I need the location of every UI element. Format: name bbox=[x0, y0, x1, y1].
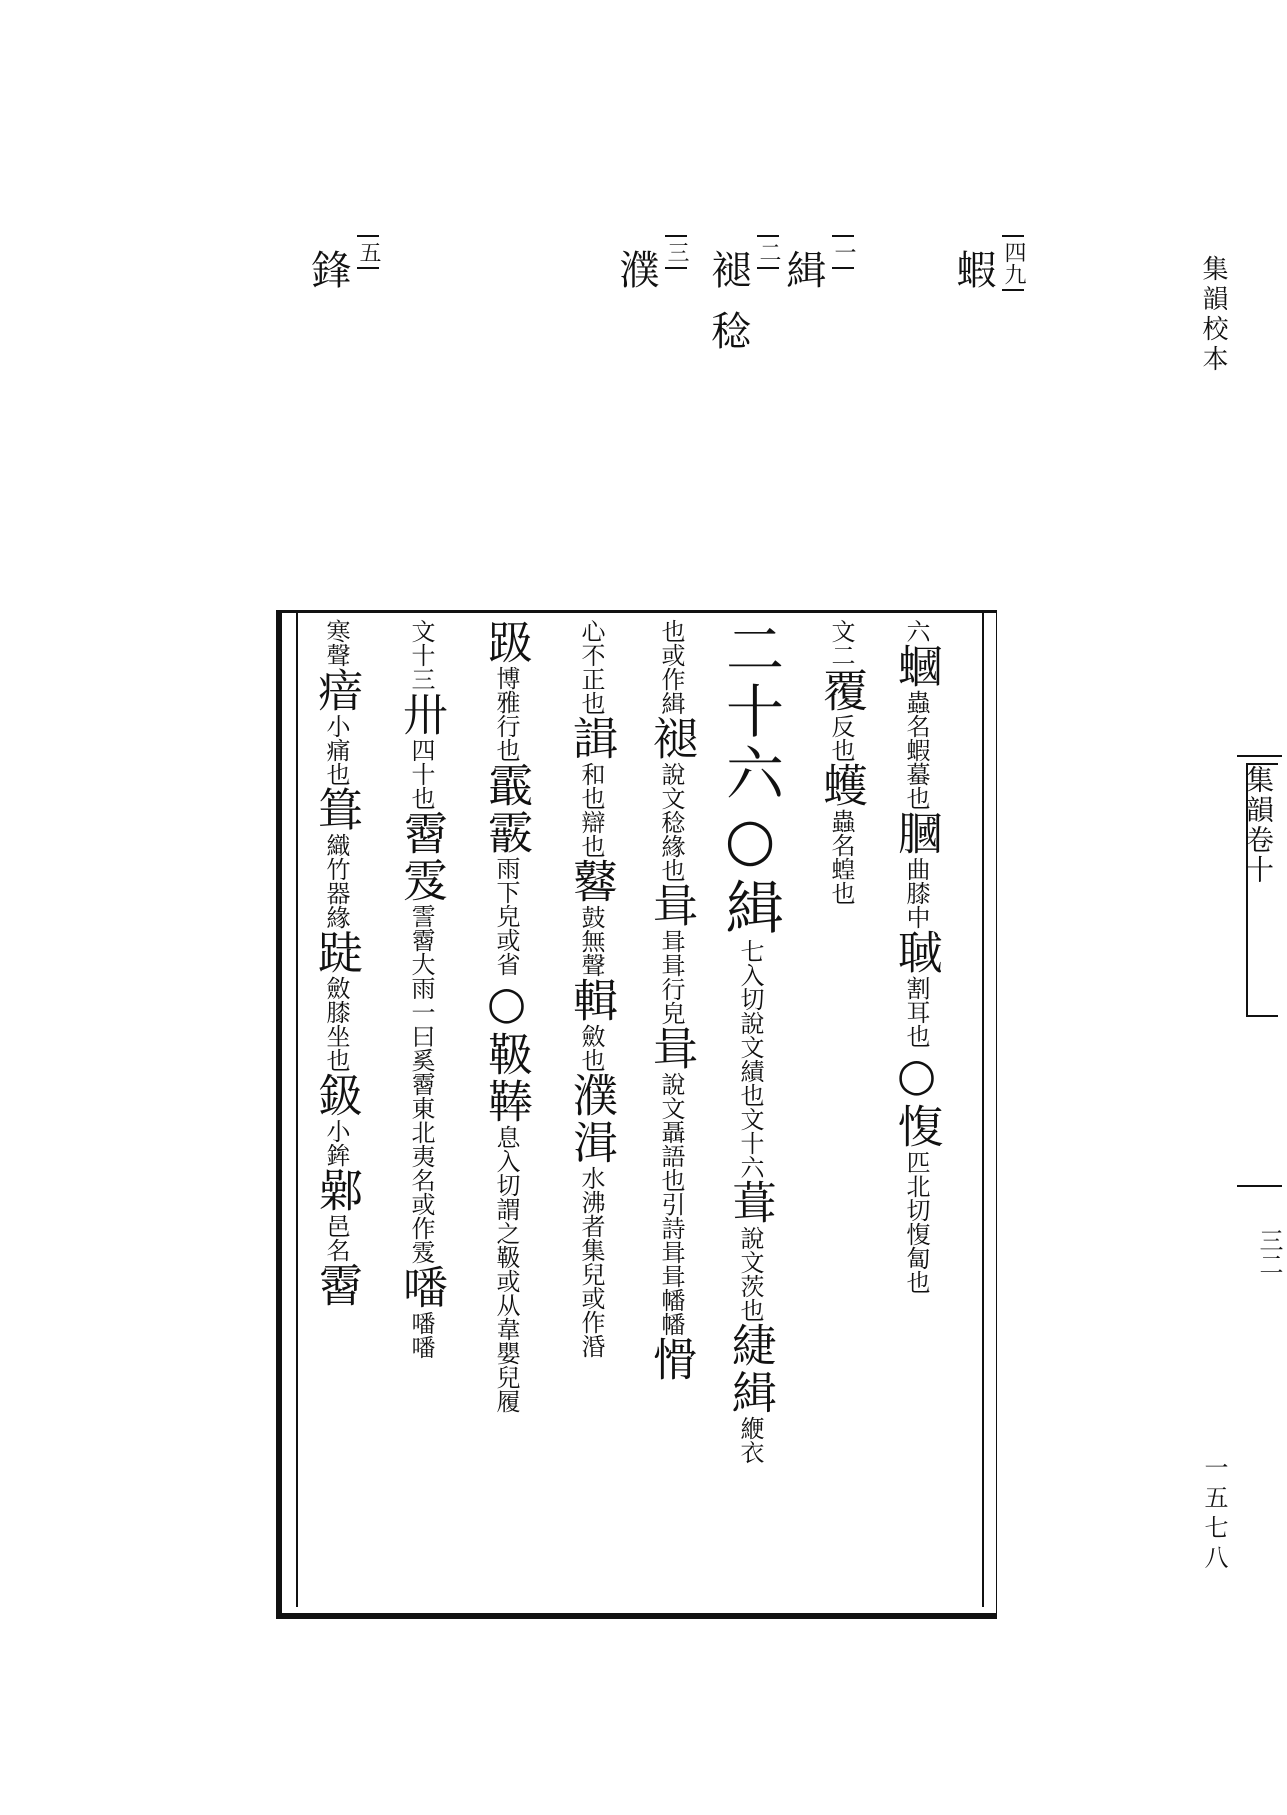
head-character: 霫 bbox=[395, 810, 448, 857]
head-character: 濮 bbox=[565, 1072, 618, 1119]
text-column-8 bbox=[310, 619, 363, 1604]
head-character: 愎 bbox=[890, 1103, 943, 1150]
gloss-text: 博雅行也 bbox=[492, 666, 520, 762]
gloss-text: 蟲名蝗也 bbox=[827, 809, 855, 905]
head-character: 輯 bbox=[565, 977, 618, 1024]
gloss-text: 邑名 bbox=[322, 1214, 350, 1262]
gloss-text: 六 bbox=[902, 619, 930, 643]
head-character: 霵 bbox=[480, 762, 533, 809]
gloss-text: 心不正也 bbox=[577, 619, 605, 715]
gloss-text: 織竹器緣 bbox=[322, 833, 350, 929]
head-character: 緁 bbox=[724, 1322, 777, 1369]
block-margin-title: 集韻卷十 bbox=[1246, 763, 1278, 1017]
gloss-text: 斂膝坐也 bbox=[322, 976, 350, 1072]
gloss-text: 蟲名蝦蟇也 bbox=[902, 690, 930, 810]
gloss-text: 曲膝中 bbox=[902, 857, 930, 929]
block-margin-fishtail-top bbox=[1237, 755, 1282, 757]
gloss-text: 說文稔緣也 bbox=[657, 762, 685, 882]
head-character: 諿 bbox=[565, 715, 618, 762]
note-text: 蝦 bbox=[950, 249, 996, 293]
note-49 bbox=[945, 235, 1024, 293]
head-character: 霰 bbox=[480, 809, 533, 856]
gloss-text: 小鉾 bbox=[322, 1119, 350, 1167]
head-character: 噃 bbox=[395, 1264, 448, 1311]
gloss-text: 霅霫大雨一曰奚霫東北夷名或作雭 bbox=[407, 904, 435, 1264]
gloss-text: 咠咠行皃 bbox=[657, 929, 685, 1025]
head-character: 咠 bbox=[645, 1025, 698, 1072]
note-1 bbox=[775, 235, 854, 293]
note-text: 鋒 bbox=[305, 249, 351, 293]
text-column-3 bbox=[716, 619, 784, 1604]
gloss-text: 說文茨也 bbox=[736, 1226, 764, 1322]
head-character: 褪 bbox=[645, 715, 698, 762]
head-character: 湒 bbox=[565, 1119, 618, 1166]
gloss-text: 水沸者集兒或作涽 bbox=[577, 1166, 605, 1358]
head-character: 蟈 bbox=[890, 643, 943, 690]
gloss-text: 小痛也 bbox=[322, 714, 350, 786]
head-character: 箿 bbox=[310, 786, 363, 833]
note-number: 五 bbox=[357, 235, 379, 269]
head-character: 跿 bbox=[310, 929, 363, 976]
head-character: 鄵 bbox=[310, 1167, 363, 1214]
note-number: 二 bbox=[757, 235, 779, 269]
note-5 bbox=[300, 235, 379, 293]
head-character: 聝 bbox=[890, 929, 943, 976]
gloss-text: 噃噃 bbox=[407, 1311, 435, 1359]
gloss-text: 斂也 bbox=[577, 1024, 605, 1072]
gloss-text: 七入切說文績也文十六 bbox=[736, 939, 764, 1179]
gloss-text: 也或作緝 bbox=[657, 619, 685, 715]
note-number: 三 bbox=[665, 235, 687, 269]
note-text: 褪 稔 bbox=[705, 249, 751, 354]
text-column-4 bbox=[645, 619, 698, 1604]
gloss-text: 緶衣 bbox=[736, 1416, 764, 1464]
head-character: 趿 bbox=[480, 619, 533, 666]
head-character: 二十六○緝 bbox=[716, 619, 784, 939]
gloss-text: 四十也 bbox=[407, 738, 435, 810]
head-character: 雭 bbox=[395, 857, 448, 904]
text-column-1 bbox=[890, 619, 943, 1604]
gloss-text: 鼓無聲 bbox=[577, 905, 605, 977]
gloss-text: 割耳也 bbox=[902, 976, 930, 1048]
head-character: 瘖 bbox=[310, 667, 363, 714]
block-margin-folio: 三二 bbox=[1255, 1228, 1283, 1276]
gloss-text: 文十三 bbox=[407, 619, 435, 691]
head-character: 鼛 bbox=[565, 858, 618, 905]
gloss-text: 和也辯也 bbox=[577, 762, 605, 858]
note-number: 一 bbox=[832, 235, 854, 269]
note-2 bbox=[700, 235, 779, 354]
gloss-text: 匹北切愎匐也 bbox=[902, 1150, 930, 1294]
head-character: 覆 bbox=[815, 667, 868, 714]
note-text: 緝 bbox=[780, 249, 826, 293]
head-character: 咠 bbox=[645, 882, 698, 929]
running-head: 集韻校本 bbox=[1198, 255, 1228, 375]
head-character: 膕 bbox=[890, 810, 943, 857]
head-character: 愲 bbox=[645, 1336, 698, 1383]
text-column-5 bbox=[565, 619, 618, 1604]
block-margin-rule bbox=[982, 613, 984, 1607]
head-character: 䩬 bbox=[480, 1078, 533, 1125]
head-character: 卅 bbox=[395, 691, 448, 738]
gloss-text: 反也 bbox=[827, 714, 855, 762]
gloss-text: 寒聲 bbox=[322, 619, 350, 667]
gloss-text: 息入切謂之靸或从韋 bbox=[492, 1125, 520, 1341]
head-character: 霫 bbox=[310, 1262, 363, 1309]
note-text: 濮 bbox=[613, 249, 659, 293]
head-character: ○ bbox=[480, 976, 533, 1031]
head-character: 葺 bbox=[724, 1179, 777, 1226]
gloss-text: 雨下皃或省 bbox=[492, 856, 520, 976]
text-column-7 bbox=[395, 619, 448, 1604]
page-number: 一五七八 bbox=[1200, 1455, 1228, 1575]
inner-rule bbox=[296, 613, 298, 1607]
head-character: 緝 bbox=[724, 1369, 777, 1416]
gloss-text: 說文聶語也引詩咠咠幡幡 bbox=[657, 1072, 685, 1336]
head-character: ○ bbox=[890, 1048, 943, 1103]
head-character: 靸 bbox=[480, 1031, 533, 1078]
gloss-text: 嬰兒履 bbox=[492, 1341, 520, 1413]
text-column-6 bbox=[480, 619, 533, 1604]
gloss-text: 文二 bbox=[827, 619, 855, 667]
head-character: 鈒 bbox=[310, 1072, 363, 1119]
head-character: 蠖 bbox=[815, 762, 868, 809]
note-number: 四九 bbox=[1002, 235, 1024, 291]
text-column-2 bbox=[815, 619, 868, 1604]
block-margin-fishtail-bottom bbox=[1237, 1185, 1282, 1187]
note-3 bbox=[608, 235, 687, 293]
